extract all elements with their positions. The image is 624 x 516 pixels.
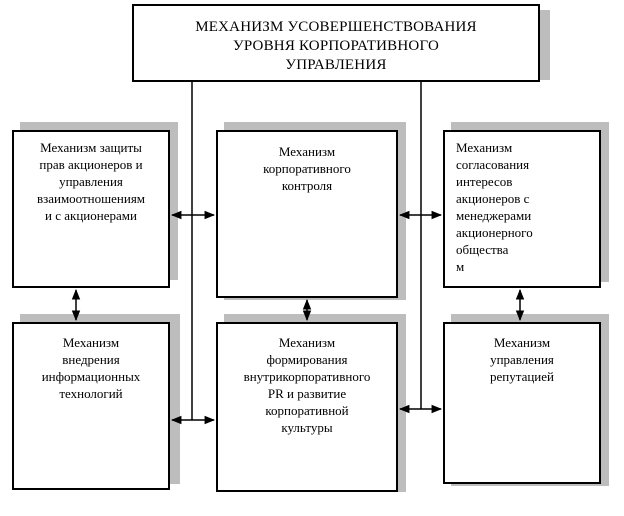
reputation-label: Механизм управления репутацией xyxy=(490,335,554,384)
top-box-label: МЕХАНИЗМ УСОВЕРШЕНСТВОВАНИЯ УРОВНЯ КОРПОРАТИВНОГО УПРАВЛЕНИЯ xyxy=(195,19,477,73)
shareholder-rights-label: Механизм защиты прав акционеров и управления взаимоотношениям и с акционерами xyxy=(36,140,146,223)
internal-pr-label: Механизм формирования внутрикорпоративного PR и развитие корпоративной культуры xyxy=(243,335,371,435)
corporate-control-label: Механизм корпоративного контроля xyxy=(263,144,351,193)
it-implementation-label: Механизм внедрения информационных технологий xyxy=(41,335,141,401)
interest-alignment-label: Механизм согласования интересов акционеров с менеджерами акционерного общества м xyxy=(456,140,533,274)
